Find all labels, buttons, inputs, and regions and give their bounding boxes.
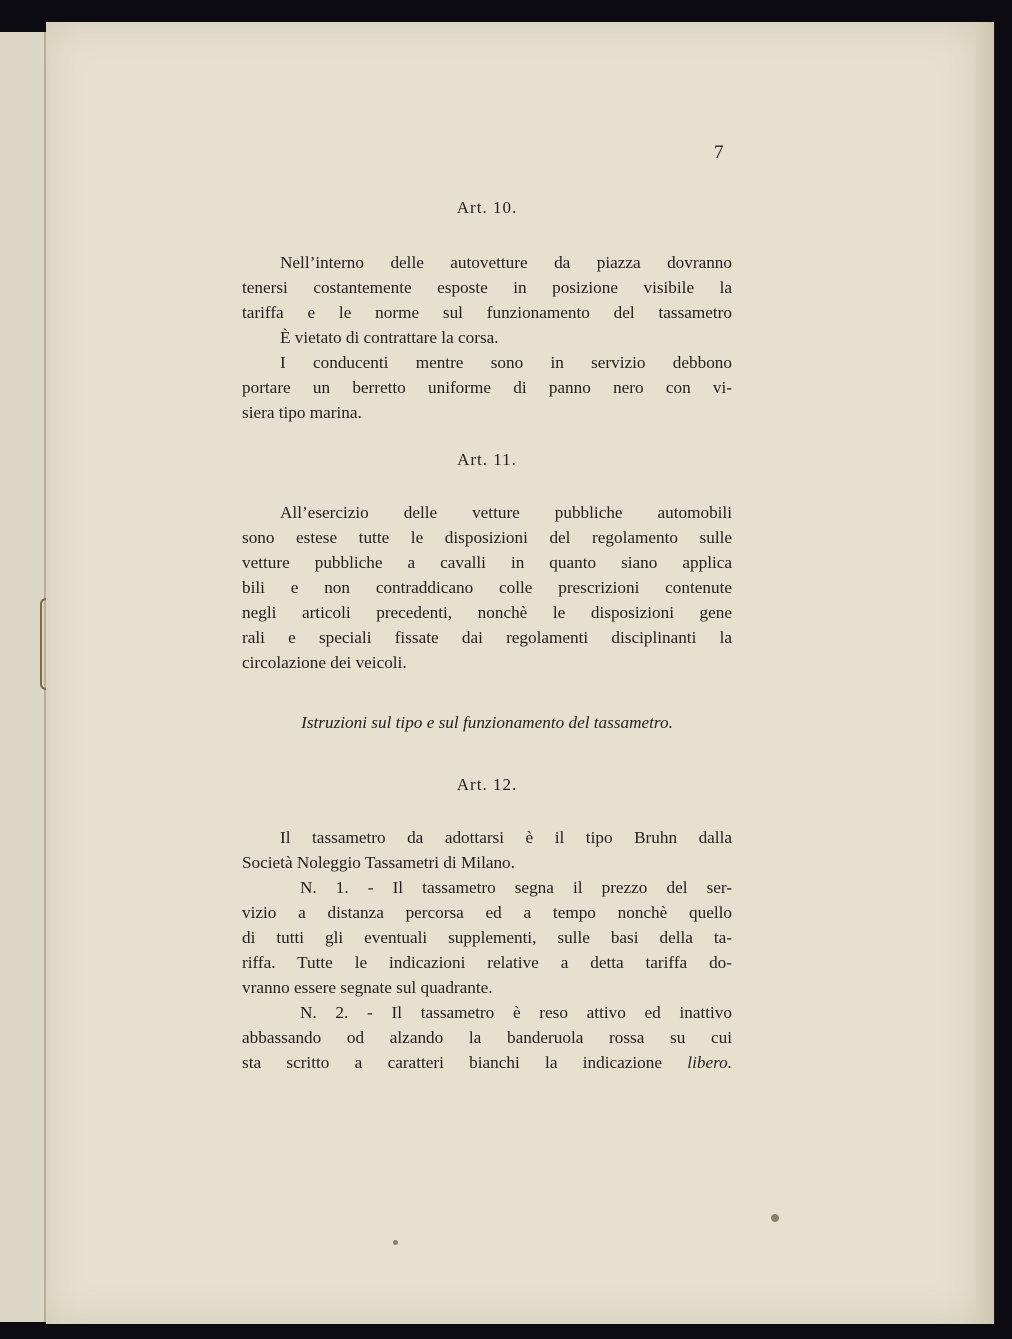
article-10-heading: Art. 10.: [456, 198, 518, 217]
text-line: Nell’interno delle autovetture da piazza dovranno: [280, 253, 732, 272]
text-line: N. 2. - Il tassametro è reso attivo ed inattivo: [300, 1003, 732, 1022]
text-line: bili e non contraddicano colle prescrizioni contenute: [242, 578, 732, 597]
text-line: vetture pubbliche a cavalli in quanto siano applica: [242, 553, 732, 572]
text-line: negli articoli precedenti, nonchè le disposizioni gene: [242, 603, 732, 622]
text-line: tariffa e le norme sul funzionamento del tassametro: [242, 303, 732, 322]
text-line: N. 1. - Il tassametro segna il prezzo del ser-: [300, 878, 732, 897]
text-line: di tutti gli eventuali supplementi, sulle basi della ta-: [242, 928, 732, 947]
last-line: [242, 1050, 732, 1075]
text-line: siera tipo marina.: [242, 403, 362, 422]
text-line: vizio a distanza percorsa ed a tempo nonchè quello: [242, 903, 732, 922]
text-line: I conducenti mentre sono in servizio debbono: [280, 353, 732, 372]
article-12-body: [242, 825, 732, 1075]
article-11-body: [242, 500, 732, 675]
italic-word: libero.: [687, 1053, 733, 1072]
paper-speck: [393, 1240, 398, 1245]
article-10-body: [242, 250, 732, 425]
text-line: sta scritto a caratteri bianchi la indicazione: [242, 1053, 662, 1072]
text-line: All’esercizio delle vetture pubbliche automobili: [280, 503, 732, 522]
text-line: Società Noleggio Tassametri di Milano.: [242, 853, 515, 872]
text-line: abbassando od alzando la banderuola rossa su cui: [242, 1028, 732, 1047]
text-line: portare un berretto uniforme di panno nero con vi-: [242, 378, 732, 397]
paper-speck: [771, 1214, 779, 1222]
page-right-edge: [976, 22, 1006, 1324]
text-line: tenersi costantemente esposte in posizione visibile la: [242, 278, 732, 297]
text-line: rali e speciali fissate dai regolamenti disciplinanti la: [242, 628, 732, 647]
text-line: riffa. Tutte le indicazioni relative a detta tariffa do-: [242, 953, 732, 972]
text-line: sono estese tutte le disposizioni del regolamento sulle: [242, 528, 732, 547]
text-line: Il tassametro da adottarsi è il tipo Bruhn dalla: [280, 828, 732, 847]
article-12-heading: Art. 12.: [456, 775, 518, 794]
page-number: 7: [714, 142, 724, 163]
text-line: vranno essere segnate sul quadrante.: [242, 978, 493, 997]
section-title: Istruzioni sul tipo e sul funzionamento del tassametro.: [301, 713, 673, 732]
text-line: È vietato di contrattare la corsa.: [280, 328, 499, 347]
article-11-heading: Art. 11.: [457, 450, 517, 469]
text-line: circolazione dei veicoli.: [242, 653, 407, 672]
